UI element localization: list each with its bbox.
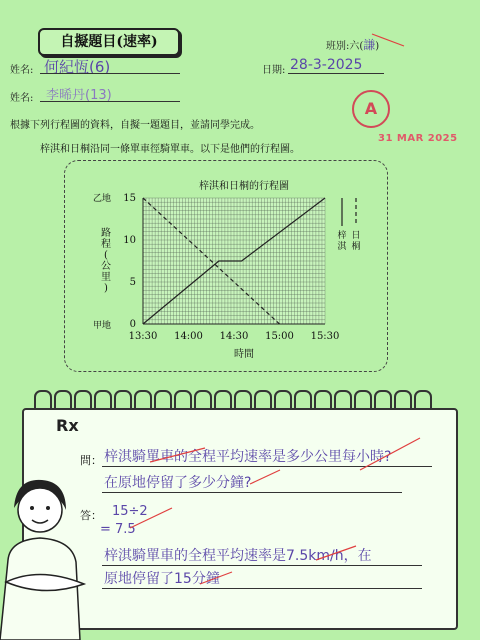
y-tick-label: 0	[129, 319, 136, 330]
name-value: 何紀恆(6)	[44, 58, 111, 76]
y-tick-label: 10	[123, 235, 136, 246]
boy-illustration	[0, 470, 90, 640]
question-line-1: 梓淇騎單車的全程平均速率是多少公里每小時?	[104, 449, 392, 465]
class-value: 謙	[363, 38, 376, 52]
chart-title: 梓淇和日桐的行程圖	[199, 181, 289, 192]
date-label: 日期:	[262, 65, 286, 76]
worksheet-title: 自擬題目(速率)	[38, 28, 180, 56]
legend-label-char: 桐	[351, 242, 361, 252]
correction-mark	[130, 508, 172, 528]
instruction-line-2: 梓淇和日桐沿同一條單車徑騎單車。以下是他們的行程圖。	[40, 144, 300, 155]
correction-mark	[250, 470, 280, 484]
boy-eye	[46, 506, 50, 510]
y-tick-label: 15	[123, 193, 136, 204]
question-label: 問：	[80, 454, 102, 467]
class-label: 班別:六(	[326, 41, 364, 52]
y-axis-label-char: (	[104, 250, 108, 261]
legend-label-char: 日	[351, 231, 361, 241]
y-tick-label: 5	[129, 277, 136, 288]
name2-value: 李晞丹(13)	[46, 88, 112, 103]
answer-line-1: 梓淇騎單車的全程平均速率是7.5km/h，在	[104, 548, 372, 564]
working-line-1: 15÷2	[112, 504, 148, 519]
legend-label-char: 梓	[337, 231, 347, 241]
date-value: 28-3-2025	[290, 57, 363, 73]
correction-mark	[316, 546, 356, 560]
x-tick-label: 14:00	[174, 331, 203, 342]
y-axis-label-char: )	[104, 283, 108, 294]
y-axis-label-char: 路	[101, 228, 111, 239]
x-tick-label: 13:30	[128, 331, 158, 342]
y-axis-label-char: 里	[101, 272, 111, 283]
instruction-line-1: 根據下列行程圖的資料，自擬一題題目，並請同學完成。	[10, 120, 260, 131]
y-place-bottom: 甲地	[92, 321, 111, 331]
boy-face	[18, 488, 62, 532]
rx-label: Rx	[56, 416, 79, 435]
question-line-2: 在原地停留了多少分鐘?	[104, 475, 252, 491]
x-tick-label: 15:00	[265, 331, 294, 342]
correction-mark	[372, 34, 404, 46]
name-label: 姓名:	[10, 65, 34, 76]
x-axis-label: 時間	[234, 349, 254, 360]
y-axis-label-char: 程	[101, 239, 111, 250]
date-stamp: 31 MAR 2025	[378, 133, 458, 144]
answer-line-2: 原地停留了15分鐘	[104, 571, 220, 587]
answer-label: 答：	[80, 509, 102, 522]
class-close: )	[375, 41, 380, 52]
working-line-2: = 7.5	[100, 522, 136, 537]
legend-label-char: 淇	[337, 242, 347, 252]
correction-mark	[150, 448, 205, 462]
boy-eye	[30, 506, 34, 510]
y-axis-label-char: 公	[101, 261, 111, 272]
name2-label: 姓名:	[10, 93, 34, 104]
y-place-top: 乙地	[92, 194, 111, 204]
correction-mark	[200, 572, 232, 584]
x-tick-label: 15:30	[310, 331, 340, 342]
grade-stamp: A	[352, 90, 390, 128]
correction-mark	[360, 438, 420, 470]
x-tick-label: 14:30	[219, 331, 249, 342]
